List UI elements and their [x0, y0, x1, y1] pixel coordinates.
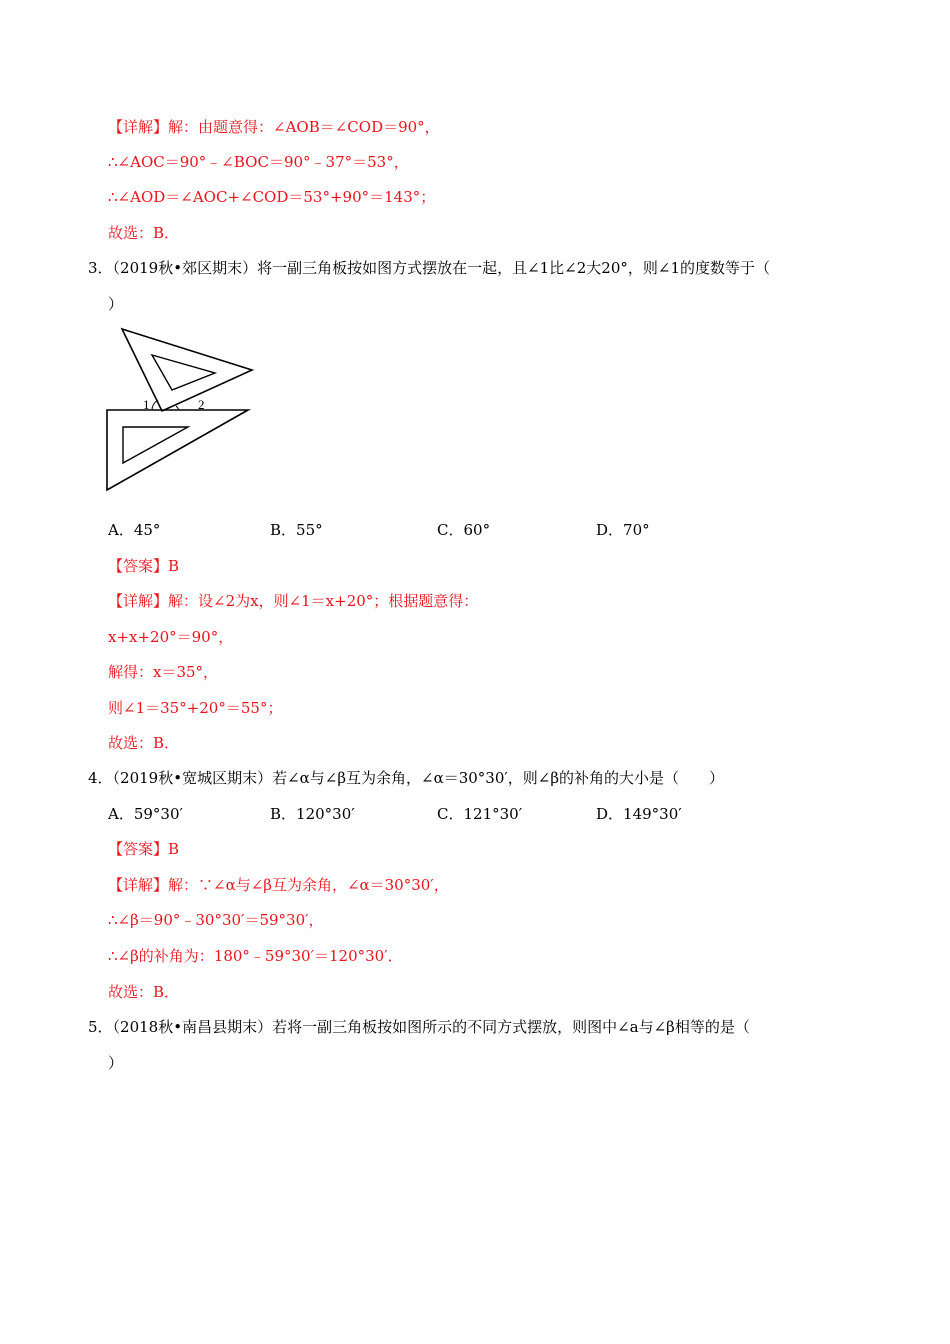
upper-triangle-inner — [152, 355, 215, 390]
prev-solution-line-3: ∴∠AOD＝∠AOC+∠COD＝53°+90°＝143°； — [108, 188, 436, 206]
q3-answer: 【答案】B — [108, 557, 180, 575]
q4-stem-text: （2019秋•宽城区期末）若∠α与∠β互为余角，∠α＝30°30′，则∠β的补角的大小是（ ） — [112, 769, 725, 787]
q5-stem-end: ） — [108, 1054, 124, 1072]
q3-solution-line-3: 解得：x＝35°， — [108, 663, 219, 681]
q4-option-c: C．121°30′ — [437, 805, 523, 823]
q3-stem-end: ） — [108, 295, 124, 313]
q3-solution-line-2: x+x+20°＝90°， — [108, 628, 234, 646]
q4-solution-line-1: 【详解】解：∵∠α与∠β互为余角，∠α＝30°30′， — [108, 876, 449, 894]
q3-option-a: A．45° — [108, 521, 161, 539]
q3-option-d: D．70° — [596, 521, 650, 539]
q3-stem-text: （2019秋•郊区期末）将一副三角板按如图方式摆放在一起，且∠1比∠2大20°，则∠1的度数等于（ — [112, 259, 770, 277]
q5-stem-text: （2018秋•南昌县期末）若将一副三角板按如图所示的不同方式摆放，则图中∠a与∠β相等的是（ — [112, 1018, 750, 1036]
q4-option-a: A．59°30′ — [108, 805, 183, 823]
q4-solution-line-4: 故选：B． — [108, 983, 180, 1001]
angle-2-label: 2 — [198, 397, 205, 412]
q3-option-b: B．55° — [270, 521, 323, 539]
q3-option-c: C．60° — [437, 521, 491, 539]
lower-triangle-outer — [107, 410, 248, 490]
q3-solution-line-5: 故选：B． — [108, 734, 180, 752]
q4-solution-line-3: ∴∠β的补角为：180°﹣59°30′＝120°30′． — [108, 947, 403, 965]
upper-triangle-outer — [122, 329, 252, 411]
q5-number: 5． — [88, 1018, 113, 1036]
angle-1-label: 1 — [143, 397, 150, 412]
prev-solution-line-1: 【详解】解：由题意得：∠AOB＝∠COD＝90°， — [108, 118, 440, 136]
q3-stem — [88, 258, 770, 278]
prev-solution-line-2: ∴∠AOC＝90°﹣∠BOC＝90°﹣37°＝53°， — [108, 153, 409, 171]
q4-option-b: B．120°30′ — [270, 805, 355, 823]
q4-number: 4． — [88, 769, 113, 787]
q3-solution-line-4: 则∠1＝35°+20°＝55°； — [108, 699, 283, 717]
q4-solution-line-2: ∴∠β＝90°﹣30°30′＝59°30′， — [108, 911, 324, 929]
q3-solution-line-1: 【详解】解：设∠2为x，则∠1＝x+20°；根据题意得： — [108, 592, 479, 610]
q4-answer: 【答案】B — [108, 840, 180, 858]
q4-option-d: D．149°30′ — [596, 805, 682, 823]
lower-triangle-inner — [123, 427, 188, 463]
q4-stem — [88, 768, 724, 788]
prev-solution-line-4: 故选：B． — [108, 224, 180, 242]
q3-figure — [100, 320, 270, 510]
q3-number: 3． — [88, 259, 113, 277]
q5-stem — [88, 1017, 750, 1037]
